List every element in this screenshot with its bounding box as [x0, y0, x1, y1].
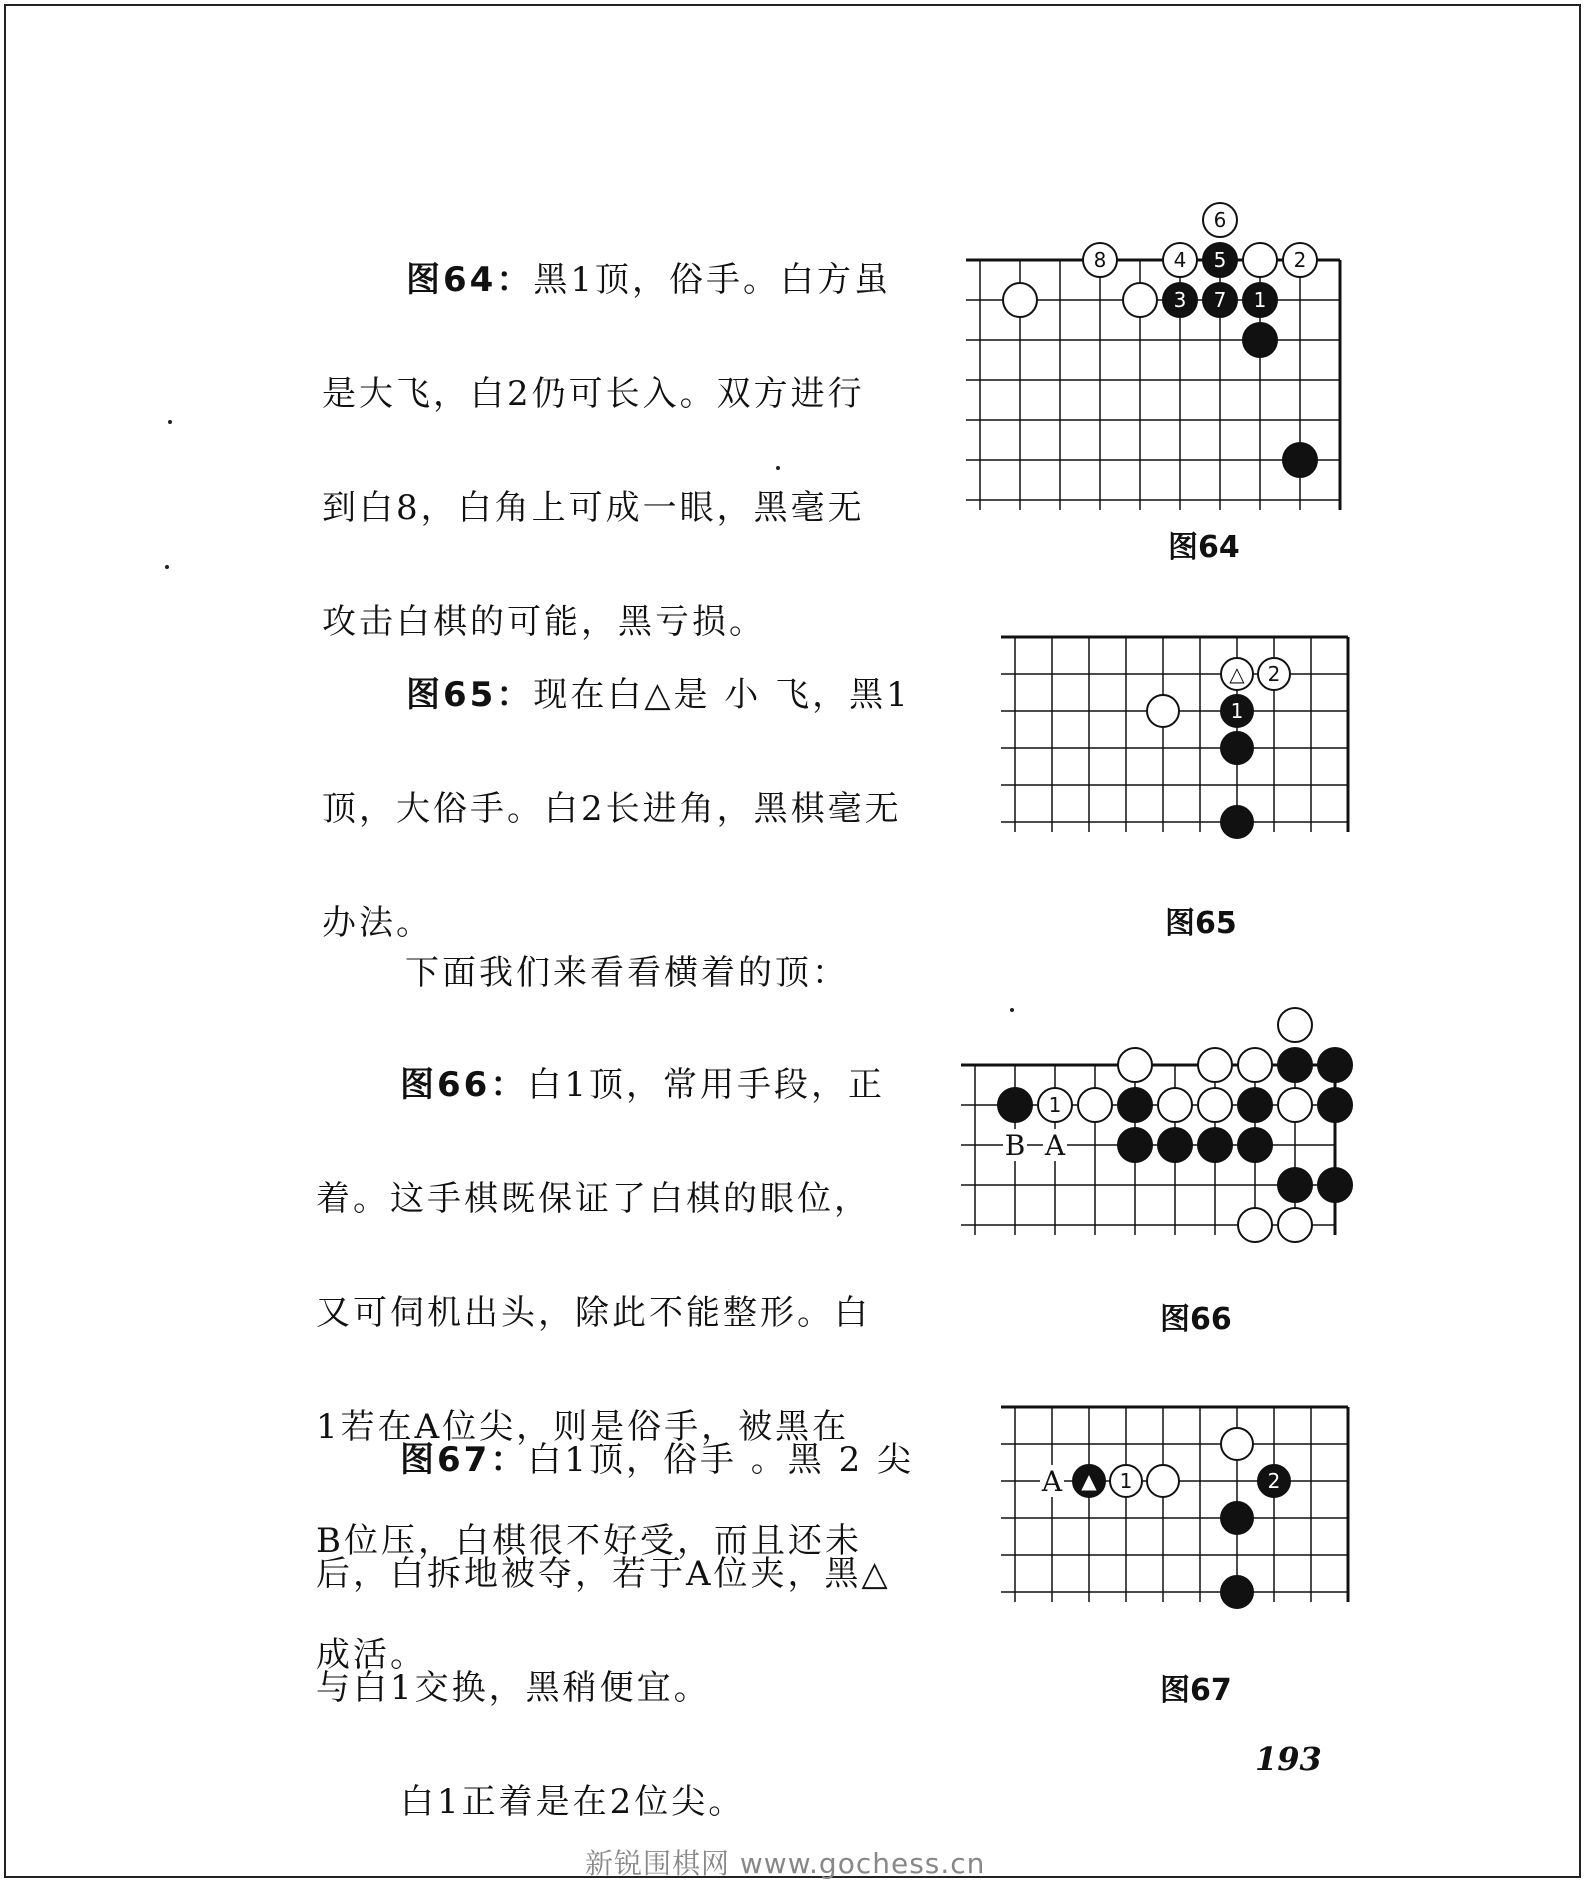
- go-diagram-65: [995, 625, 1405, 885]
- text-line: [322, 252, 891, 309]
- white-stone: [1221, 1428, 1253, 1460]
- page-number: 193: [1255, 1740, 1322, 1778]
- text-line: 顶，大俗手。白2长进角，黑棋毫无: [322, 789, 902, 829]
- white-stone: [1147, 1465, 1179, 1497]
- white-stone: [1243, 243, 1277, 277]
- text-line: 白1正着是在2位尖。: [400, 1782, 746, 1822]
- text-line: 又可伺机出头，除此不能整形。白: [316, 1293, 871, 1333]
- text-line: 后，白拆地被夺，若于A位夹，黑△: [316, 1554, 891, 1594]
- white-stone: [1118, 1048, 1152, 1082]
- text-line: B位压，白棋很不好受，而且还未: [316, 1521, 862, 1561]
- black-stone: [1243, 323, 1277, 357]
- white-stone: [1158, 1088, 1192, 1122]
- go-diagram-64: [960, 200, 1400, 540]
- white-stone: [1147, 695, 1179, 727]
- text-line: 与白1交换，黑稍便宜。: [316, 1668, 711, 1708]
- stone-label: △: [1229, 662, 1245, 686]
- point-label: A: [1044, 1129, 1066, 1162]
- text-line: [316, 1432, 914, 1489]
- stone-label: 4: [1173, 248, 1187, 272]
- stone-label: 3: [1173, 288, 1187, 312]
- black-stone: [1318, 1088, 1352, 1122]
- go-diagram-66: [955, 1005, 1395, 1295]
- figure-caption: 图66: [1160, 1302, 1232, 1337]
- text-span: 现在白△是 小 飞，黑1: [533, 675, 911, 715]
- black-stone: [1221, 732, 1253, 764]
- text-line: 攻击白棋的可能，黑亏损。: [322, 602, 766, 642]
- point-label: A: [1041, 1465, 1063, 1498]
- black-stone: [1221, 1576, 1253, 1608]
- white-stone: [1123, 283, 1157, 317]
- white-stone: [1238, 1208, 1272, 1242]
- black-stone: [1198, 1128, 1232, 1162]
- stone-label: 2: [1267, 1469, 1281, 1493]
- text-span: 黑1顶，俗手。白方虽: [533, 260, 891, 300]
- white-stone: [1198, 1048, 1232, 1082]
- black-stone: [1318, 1168, 1352, 1202]
- white-stone: [1278, 1208, 1312, 1242]
- figure-label: 图65：: [406, 675, 534, 715]
- stone-label: 7: [1213, 288, 1227, 312]
- text-line: 着。这手棋既保证了白棋的眼位，: [316, 1179, 871, 1219]
- white-stone: [1238, 1048, 1272, 1082]
- text-line: 成活。: [316, 1635, 427, 1675]
- figure-label: 图64：: [406, 260, 534, 300]
- text-line: 1若在A位尖，则是俗手，被黑在: [316, 1407, 850, 1447]
- black-stone: [1221, 806, 1253, 838]
- black-stone: [1118, 1088, 1152, 1122]
- white-stone: [1198, 1088, 1232, 1122]
- stone-label: 8: [1093, 248, 1107, 272]
- black-stone: [1238, 1088, 1272, 1122]
- text-line: 下面我们来看看横着的顶：: [405, 953, 849, 993]
- black-stone: [1118, 1128, 1152, 1162]
- black-stone: [998, 1088, 1032, 1122]
- stone-label: ▲: [1081, 1469, 1097, 1493]
- figure-caption: 图64: [1168, 530, 1240, 565]
- white-stone: [1278, 1008, 1312, 1042]
- text-line: 办法。: [322, 903, 433, 943]
- stone-label: 2: [1293, 248, 1307, 272]
- black-stone: [1283, 443, 1317, 477]
- black-stone: [1278, 1048, 1312, 1082]
- black-stone: [1318, 1048, 1352, 1082]
- text-line: [322, 667, 911, 724]
- text-span: 白1顶，俗手 。黑 2 尖: [527, 1440, 915, 1480]
- scan-speck: [165, 565, 169, 569]
- black-stone: [1238, 1128, 1272, 1162]
- black-stone: [1221, 1502, 1253, 1534]
- stone-label: 1: [1230, 699, 1244, 723]
- figure-caption: 图67: [1160, 1673, 1232, 1708]
- black-stone: [1278, 1168, 1312, 1202]
- stone-label: 1: [1253, 288, 1267, 312]
- stone-label: 2: [1267, 662, 1281, 686]
- paragraph-fig67: [316, 1375, 914, 1888]
- figure-caption: 图65: [1165, 906, 1237, 941]
- white-stone: [1003, 283, 1037, 317]
- white-stone: [1278, 1088, 1312, 1122]
- stone-label: 5: [1213, 248, 1227, 272]
- go-diagram-67: [995, 1395, 1405, 1660]
- stone-label: 1: [1119, 1469, 1133, 1493]
- scan-speck: [776, 466, 780, 470]
- text-line: 是大飞，白2仍可长入。双方进行: [322, 374, 865, 414]
- figure-label: 图67：: [400, 1440, 528, 1480]
- white-stone: [1078, 1088, 1112, 1122]
- text-line: 到白8，白角上可成一眼，黑毫无: [322, 488, 865, 528]
- scan-speck: [168, 420, 172, 424]
- text-line: [316, 1057, 885, 1114]
- scan-speck: [1010, 1008, 1014, 1012]
- stone-label: 1: [1048, 1093, 1062, 1117]
- text-span: 白1顶，常用手段，正: [527, 1065, 885, 1105]
- figure-label: 图66：: [400, 1065, 528, 1105]
- stone-label: 6: [1213, 208, 1227, 232]
- black-stone: [1158, 1128, 1192, 1162]
- watermark: 新锐围棋网 www.gochess.cn: [585, 1847, 986, 1880]
- point-label: B: [1004, 1129, 1026, 1162]
